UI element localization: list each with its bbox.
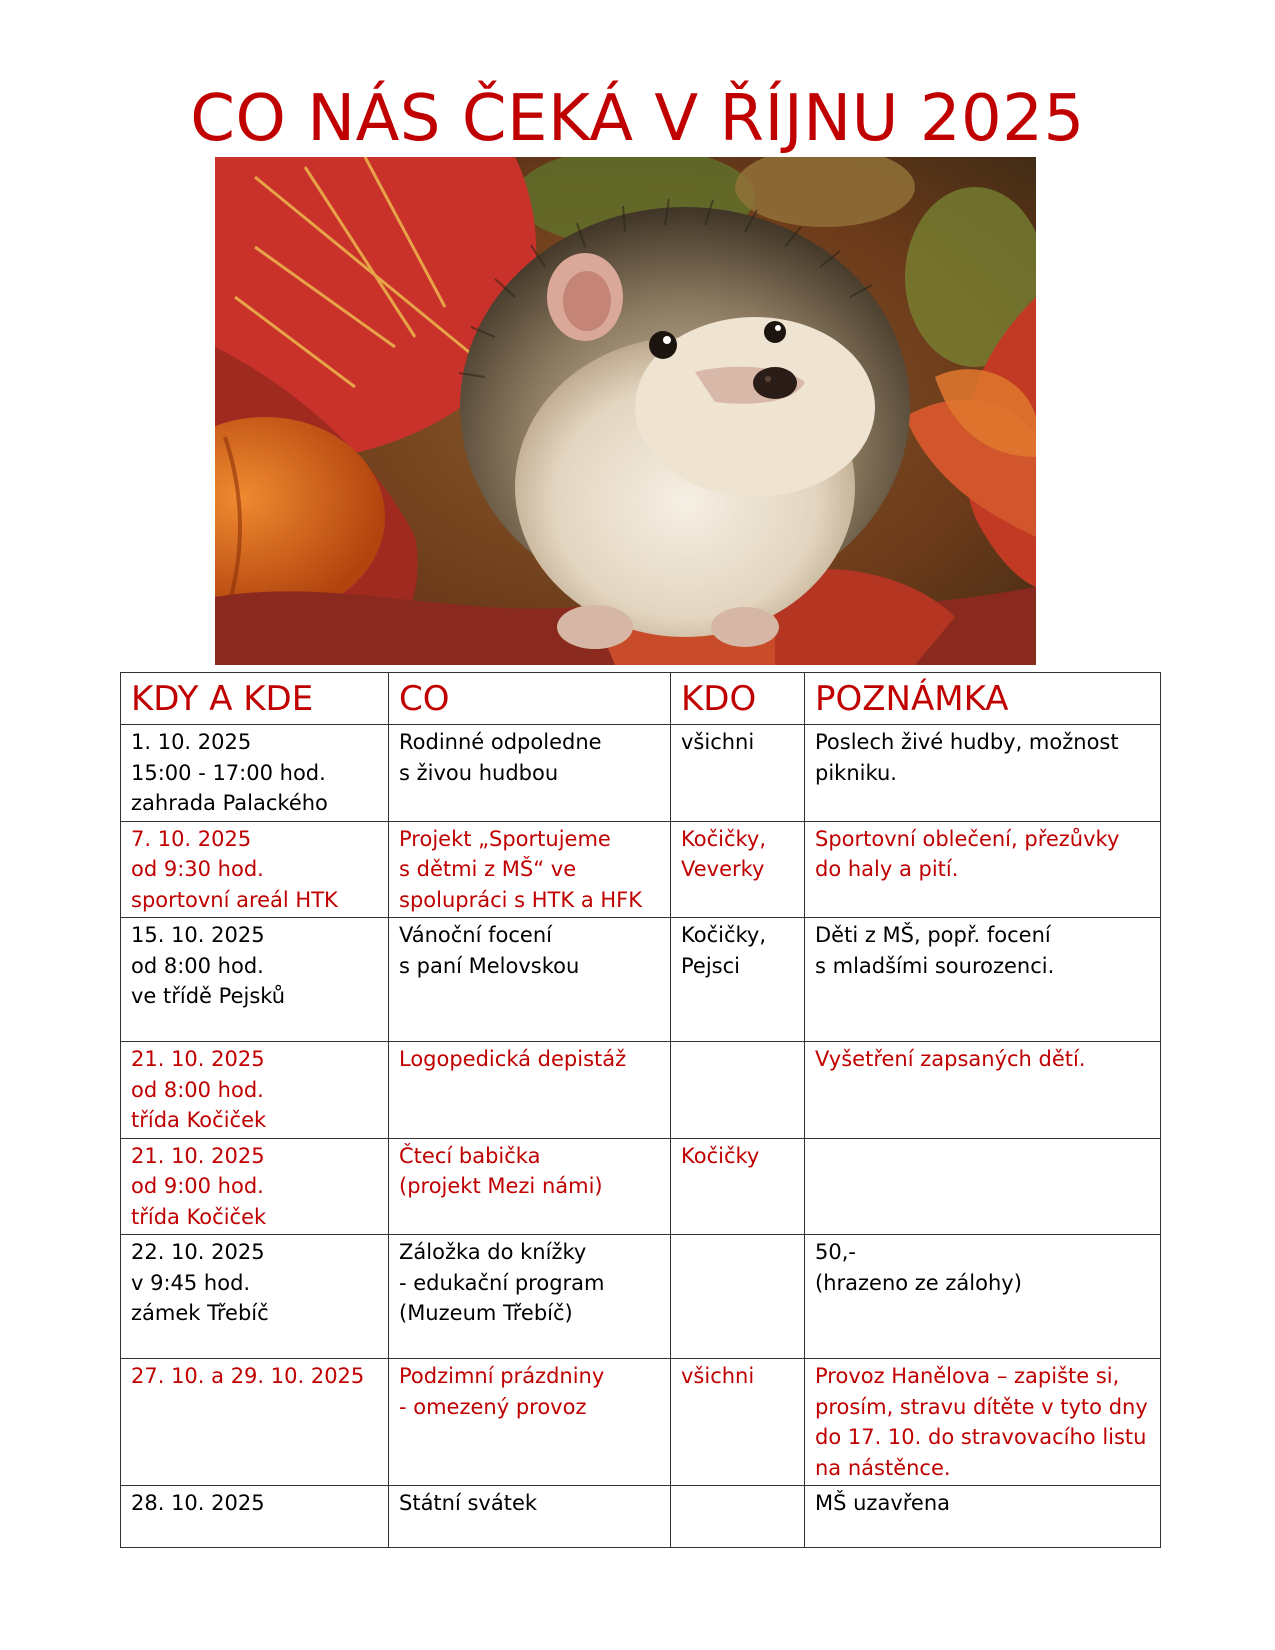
cell-who — [671, 725, 805, 822]
cell-line: 50,- — [815, 1240, 856, 1264]
schedule-table — [120, 672, 1161, 1548]
table-row — [121, 725, 1161, 822]
cell-line: od 8:00 hod. — [131, 953, 264, 978]
table-row — [121, 1235, 1161, 1359]
cell-line: Provoz Hanělova – zapište si, — [815, 1364, 1120, 1388]
cell-line: Poslech živé hudby, možnost — [815, 730, 1119, 754]
cell-line: Pejsci — [681, 953, 740, 978]
cell-line: třída Kočiček — [131, 1108, 267, 1132]
table-header-row — [121, 673, 1161, 725]
cell-line: 1. 10. 2025 — [131, 730, 252, 754]
cell-what — [389, 1235, 671, 1359]
cell-line: prosím, stravu dítěte v tyto dny — [815, 1394, 1148, 1419]
cell-who — [671, 1138, 805, 1235]
cell-line: do haly a pití. — [815, 857, 959, 881]
table-row — [121, 1486, 1161, 1548]
cell-line: s dětmi z MŠ“ ve — [399, 857, 577, 881]
header-when: KDY A KDE — [121, 673, 389, 725]
cell-line: - omezený provoz — [399, 1394, 587, 1419]
cell-line: Sportovní oblečení, přezůvky — [815, 826, 1120, 851]
cell-line: od 8:00 hod. — [131, 1077, 264, 1102]
cell-who — [671, 1359, 805, 1486]
cell-line: 22. 10. 2025 — [131, 1240, 265, 1264]
cell-who — [671, 1042, 805, 1139]
page-title: CO NÁS ČEKÁ V ŘÍJNU 2025 — [190, 82, 1085, 156]
cell-when — [121, 1359, 389, 1486]
cell-line: 27. 10. a 29. 10. 2025 — [131, 1364, 365, 1388]
cell-line: Podzimní prázdniny — [399, 1364, 605, 1388]
cell-when — [121, 821, 389, 918]
cell-what — [389, 1042, 671, 1139]
cell-line: od 9:30 hod. — [131, 857, 264, 881]
cell-line: pikniku. — [815, 760, 897, 785]
cell-when — [121, 725, 389, 822]
cell-line: Vyšetření zapsaných dětí. — [815, 1047, 1086, 1071]
cell-what — [389, 1486, 671, 1548]
cell-line: 28. 10. 2025 — [131, 1491, 265, 1515]
cell-line: s mladšími sourozenci. — [815, 953, 1055, 978]
cell-who — [671, 1486, 805, 1548]
cell-line: (hrazeno ze zálohy) — [815, 1270, 1022, 1295]
cell-line: sportovní areál HTK — [131, 887, 338, 912]
cell-line: Rodinné odpoledne — [399, 730, 602, 754]
cell-when — [121, 1138, 389, 1235]
cell-note — [805, 1359, 1161, 1486]
cell-line: ve třídě Pejsků — [131, 984, 286, 1008]
hedgehog-autumn-photo — [215, 157, 1036, 665]
table-row — [121, 821, 1161, 918]
cell-line: 21. 10. 2025 — [131, 1143, 265, 1168]
cell-what — [389, 725, 671, 822]
cell-line: 15:00 - 17:00 hod. — [131, 760, 326, 785]
cell-note — [805, 1235, 1161, 1359]
table-row — [121, 1138, 1161, 1235]
cell-line: Kočičky, — [681, 826, 767, 851]
cell-line: s živou hudbou — [399, 760, 559, 785]
cell-when — [121, 918, 389, 1042]
cell-line: (projekt Mezi námi) — [399, 1174, 603, 1198]
cell-line: na nástěnce. — [815, 1455, 951, 1480]
cell-note — [805, 1138, 1161, 1235]
cell-note — [805, 918, 1161, 1042]
cell-line: Veverky — [681, 857, 765, 881]
cell-line: všichni — [681, 730, 755, 754]
cell-what — [389, 918, 671, 1042]
cell-line: s paní Melovskou — [399, 953, 580, 978]
cell-line: Státní svátek — [399, 1491, 538, 1515]
cell-line: Záložka do knížky — [399, 1240, 587, 1264]
cell-line: Děti z MŠ, popř. focení — [815, 923, 1051, 947]
header-note: POZNÁMKA — [805, 673, 1161, 725]
cell-line: v 9:45 hod. — [131, 1270, 251, 1295]
cell-note — [805, 1042, 1161, 1139]
cell-line: zahrada Palackého — [131, 791, 328, 815]
table-row — [121, 1042, 1161, 1139]
cell-line: Logopedická depistáž — [399, 1047, 627, 1071]
header-who: KDO — [671, 673, 805, 725]
cell-line: MŠ uzavřena — [815, 1491, 951, 1515]
cell-who — [671, 821, 805, 918]
cell-line: zámek Třebíč — [131, 1301, 269, 1325]
cell-line: spolupráci s HTK a HFK — [399, 887, 643, 912]
cell-line: třída Kočiček — [131, 1204, 267, 1229]
cell-line: (Muzeum Třebíč) — [399, 1301, 573, 1325]
cell-line: do 17. 10. do stravovacího listu — [815, 1425, 1147, 1449]
header-what: CO — [389, 673, 671, 725]
cell-line: Vánoční focení — [399, 923, 552, 947]
cell-what — [389, 821, 671, 918]
cell-line: od 9:00 hod. — [131, 1174, 264, 1198]
cell-what — [389, 1359, 671, 1486]
cell-line: všichni — [681, 1364, 755, 1388]
cell-line: 15. 10. 2025 — [131, 923, 265, 947]
cell-line: 7. 10. 2025 — [131, 826, 252, 851]
cell-line: Čtecí babička — [399, 1143, 541, 1168]
cell-line: Kočičky — [681, 1143, 760, 1168]
cell-when — [121, 1486, 389, 1548]
cell-who — [671, 918, 805, 1042]
cell-when — [121, 1235, 389, 1359]
table-row — [121, 918, 1161, 1042]
cell-when — [121, 1042, 389, 1139]
cell-line: - edukační program — [399, 1270, 605, 1295]
cell-what — [389, 1138, 671, 1235]
cell-note — [805, 821, 1161, 918]
cell-line: 21. 10. 2025 — [131, 1047, 265, 1071]
cell-line: Kočičky, — [681, 923, 767, 947]
cell-note — [805, 1486, 1161, 1548]
cell-line: Projekt „Sportujeme — [399, 826, 611, 851]
table-row — [121, 1359, 1161, 1486]
cell-who — [671, 1235, 805, 1359]
cell-note — [805, 725, 1161, 822]
